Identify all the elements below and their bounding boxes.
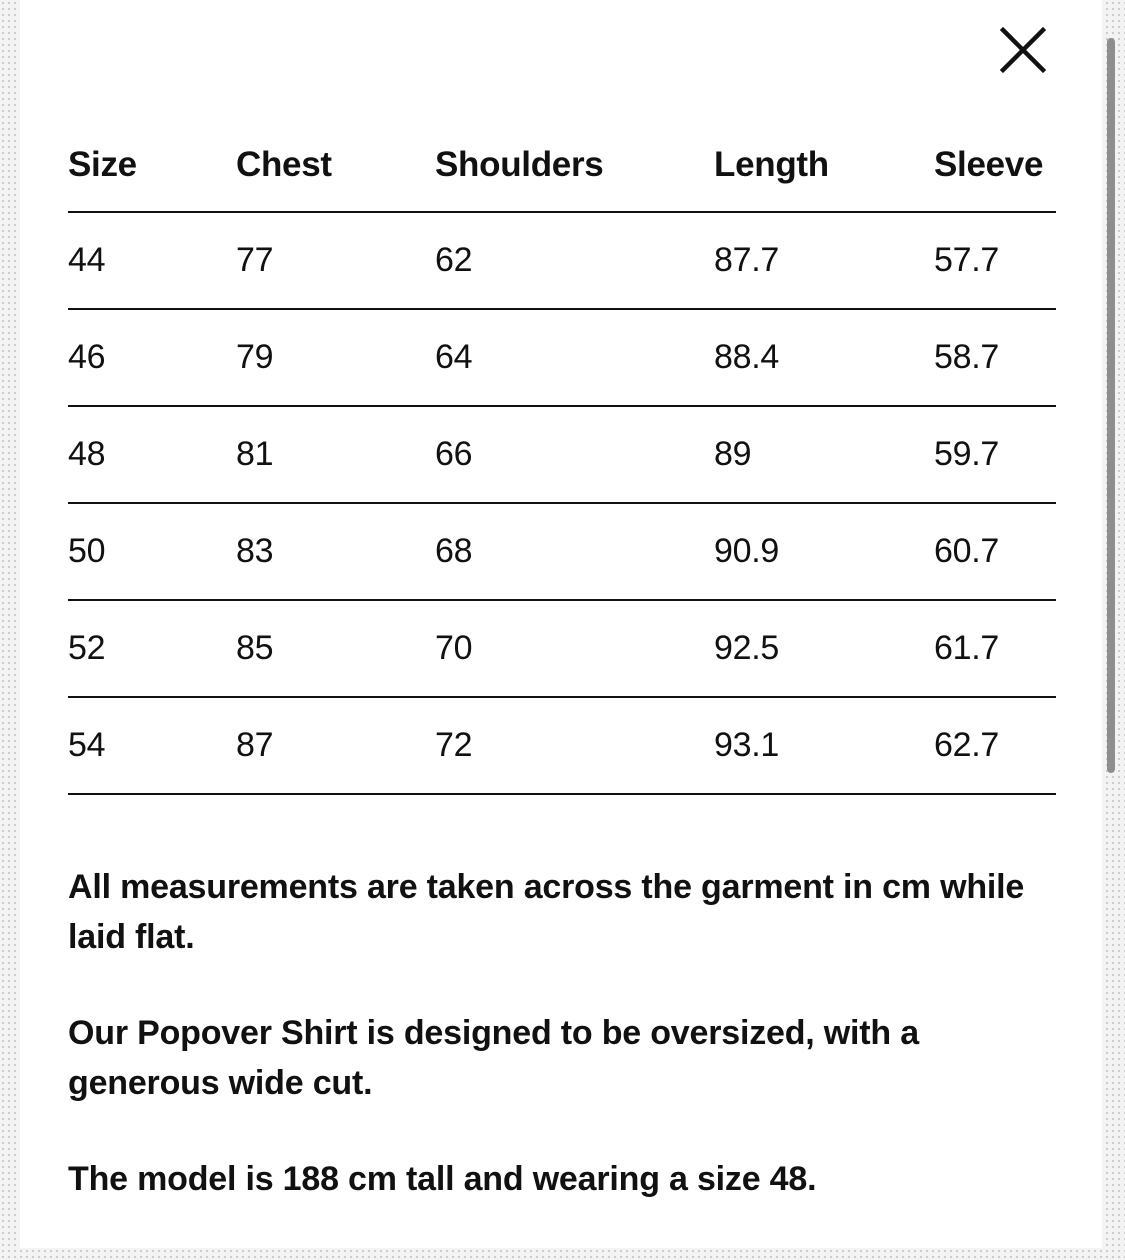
scrollbar-thumb[interactable] <box>1107 38 1115 773</box>
cell-shoulders: 70 <box>435 629 473 667</box>
cell-sleeve: 59.7 <box>934 435 999 473</box>
cell-shoulders: 68 <box>435 532 473 570</box>
size-table <box>68 118 1056 795</box>
cell-size: 52 <box>68 629 106 667</box>
cell-chest: 87 <box>236 726 274 764</box>
cell-chest: 83 <box>236 532 274 570</box>
cell-sleeve: 60.7 <box>934 532 999 570</box>
header-shoulders: Shoulders <box>435 144 604 184</box>
table-row <box>68 504 1056 601</box>
cell-shoulders: 62 <box>435 241 473 279</box>
table-row <box>68 407 1056 504</box>
header-sleeve: Sleeve <box>934 144 1044 184</box>
table-row <box>68 601 1056 698</box>
cell-sleeve: 61.7 <box>934 629 999 667</box>
cell-chest: 77 <box>236 241 274 279</box>
cell-chest: 85 <box>236 629 274 667</box>
cell-size: 44 <box>68 241 106 279</box>
cell-length: 88.4 <box>714 338 779 376</box>
cell-size: 46 <box>68 338 106 376</box>
cell-size: 54 <box>68 726 106 764</box>
cell-sleeve: 57.7 <box>934 241 999 279</box>
cell-size: 48 <box>68 435 106 473</box>
table-row <box>68 310 1056 407</box>
size-guide-modal <box>20 0 1102 1248</box>
cell-shoulders: 64 <box>435 338 473 376</box>
table-row <box>68 213 1056 310</box>
fit-note: Our Popover Shirt is designed to be oversized, with a generous wide cut. <box>68 1014 919 1102</box>
cell-length: 87.7 <box>714 241 779 279</box>
cell-shoulders: 66 <box>435 435 473 473</box>
measurement-note: All measurements are taken across the garment in cm while laid flat. <box>68 868 1025 956</box>
cell-sleeve: 62.7 <box>934 726 999 764</box>
cell-length: 89 <box>714 435 752 473</box>
cell-length: 92.5 <box>714 629 779 667</box>
cell-shoulders: 72 <box>435 726 473 764</box>
header-size: Size <box>68 144 137 184</box>
cell-chest: 79 <box>236 338 274 376</box>
header-chest: Chest <box>236 144 332 184</box>
cell-length: 90.9 <box>714 532 779 570</box>
size-notes <box>68 862 1048 1250</box>
header-length: Length <box>714 144 829 184</box>
table-row <box>68 698 1056 795</box>
close-icon <box>995 22 1051 78</box>
model-note: The model is 188 cm tall and wearing a size 48. <box>68 1160 817 1198</box>
cell-chest: 81 <box>236 435 274 473</box>
table-header-row <box>68 118 1056 213</box>
close-button[interactable] <box>995 22 1051 78</box>
cell-sleeve: 58.7 <box>934 338 999 376</box>
cell-size: 50 <box>68 532 106 570</box>
cell-length: 93.1 <box>714 726 779 764</box>
